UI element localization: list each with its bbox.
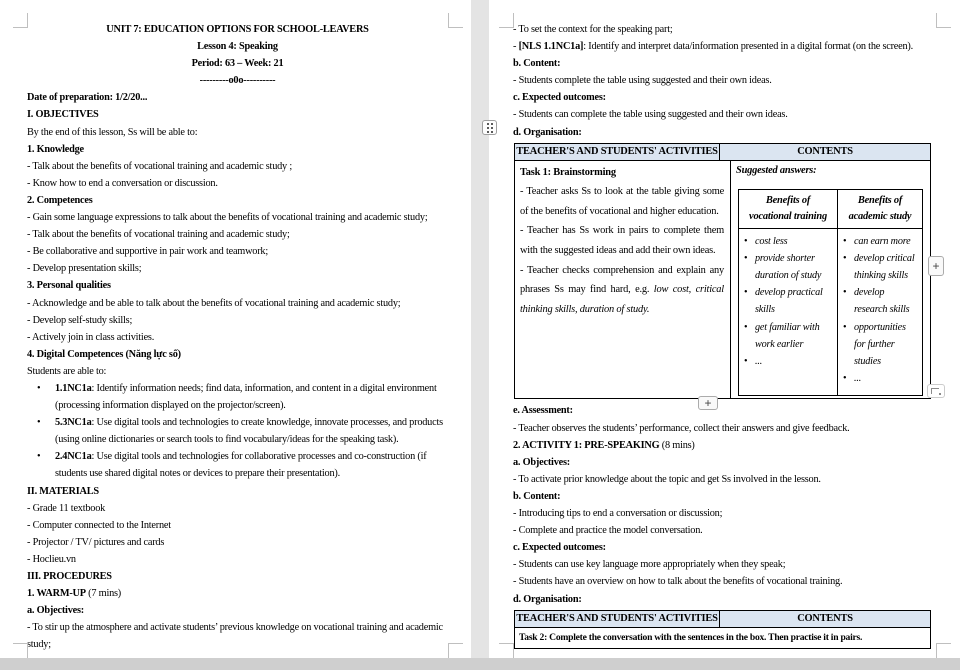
text-run-bold: [NLS 1.1NC1a] xyxy=(518,41,584,53)
competence-bullet-item xyxy=(27,414,448,448)
text-run: - Be collaborative and supportive in pair work and teamwork; xyxy=(27,246,269,258)
text-run-bold: 1. WARM-UP xyxy=(27,588,86,600)
competence-bullet-item xyxy=(27,448,448,482)
section-heading xyxy=(27,141,448,158)
organisation-table-1 xyxy=(514,143,931,400)
text-run-bold: I. OBJECTIVES xyxy=(27,109,99,121)
text-run: Students are able to: xyxy=(27,365,107,377)
section-heading xyxy=(27,346,448,363)
paragraph-line xyxy=(27,619,448,653)
text-run-bold: d. Organisation: xyxy=(513,126,582,138)
table-header-row xyxy=(515,611,930,628)
section-heading xyxy=(513,437,937,454)
text-run: (8 mins) xyxy=(659,439,695,451)
paragraph-line xyxy=(27,534,448,551)
text-run-bold: 4. Digital Competences (Năng lực số) xyxy=(27,348,181,360)
text-run: - Gain some language expressions to talk about the benefits of vocational training and academic study; xyxy=(27,212,428,224)
paragraph-line xyxy=(27,226,448,243)
table-resize-handle[interactable] xyxy=(927,384,945,398)
text-run: - Computer connected to the Internet xyxy=(27,519,171,531)
text-run-bold: e. Assessment: xyxy=(513,405,573,417)
section-heading xyxy=(27,568,448,585)
paragraph-line xyxy=(27,312,448,329)
margin-corner-mark xyxy=(936,643,951,658)
text-run: - Actively join in class activities. xyxy=(27,331,155,343)
text-run: : Identify information needs; find data, information, and content in a digital environment (processing information displayed on the projector/screen). xyxy=(55,382,437,412)
list-item: • ... xyxy=(842,370,919,387)
section-heading xyxy=(513,55,937,72)
lesson-title: Lesson 4: Speaking xyxy=(197,41,278,53)
text-run: (7 mins) xyxy=(85,588,122,600)
list-item: • ... xyxy=(743,353,834,370)
resize-dot-icon xyxy=(939,393,941,395)
text-run: - To set the context for the speaking part; xyxy=(513,24,673,35)
text-run: - To stir up the atmosphere and activate students’ previous knowledge on vocational training and academic study; xyxy=(27,622,443,651)
section-heading xyxy=(27,106,448,123)
paragraph-line xyxy=(513,505,937,522)
benefits-body-row xyxy=(739,229,922,396)
text-run-italic: low cost, critical thinking skills, duration of study. xyxy=(520,284,724,315)
paragraph-line xyxy=(513,522,937,539)
document-page-right xyxy=(489,0,960,658)
list-item: • can earn more xyxy=(842,233,919,250)
text-run: - Acknowledge and be able to talk about the benefits of vocational training and academic study; xyxy=(27,297,401,309)
paragraph-line xyxy=(513,106,937,123)
section-heading xyxy=(513,539,937,556)
insert-column-button[interactable] xyxy=(928,256,944,276)
margin-corner-mark xyxy=(448,13,463,28)
text-run: - Teacher checks comprehension and explain any phrases Ss may find hard, e.g. xyxy=(520,264,724,296)
section-heading xyxy=(27,602,448,619)
paragraph-line xyxy=(27,295,448,312)
text-run-bold: 5.3NC1a xyxy=(55,417,92,429)
list-item: • develop practical skills xyxy=(743,284,834,318)
column-header-activities: TEACHER'S AND STUDENTS' ACTIVITIES xyxy=(515,144,720,160)
text-run: - Know how to end a conversation or discussion. xyxy=(27,177,218,189)
column-header-activities: TEACHER'S AND STUDENTS' ACTIVITIES xyxy=(515,611,720,627)
text-run-bold: b. Content: xyxy=(513,58,561,70)
text-run: - xyxy=(513,41,519,53)
text-run: - Introducing tips to end a conversation or discussion; xyxy=(513,508,723,520)
table-header-row xyxy=(515,144,930,161)
paragraph-line xyxy=(513,471,937,488)
text-run-bold: Date of preparation: 1/2/20... xyxy=(27,92,148,104)
section-heading xyxy=(27,585,448,602)
activities-cell xyxy=(515,161,731,399)
text-run-bold: 2.4NC1a xyxy=(55,451,92,463)
text-run: - Develop presentation skills; xyxy=(27,263,142,275)
text-run: - Hoclieu.vn xyxy=(27,553,76,565)
paragraph-line xyxy=(27,260,448,277)
section-heading xyxy=(27,192,448,209)
text-run: - Grade 11 textbook xyxy=(27,502,106,514)
competence-bullet-item xyxy=(27,380,448,414)
section-heading xyxy=(513,89,937,106)
left-page-content xyxy=(27,21,448,653)
text-run-bold: 1.1NC1a xyxy=(55,382,92,394)
right-page-content xyxy=(513,21,940,649)
section-heading xyxy=(513,402,937,419)
list-item: • provide shorter duration of study xyxy=(743,250,834,284)
resize-corner-icon xyxy=(931,388,939,394)
paragraph-line xyxy=(27,363,448,380)
paragraph-line xyxy=(27,329,448,346)
text-run: - Students complete the table using suggested and their own ideas. xyxy=(513,75,772,87)
heading-separator: ---------o0o---------- xyxy=(199,75,276,87)
list-item: • develop critical thinking skills xyxy=(842,250,919,284)
text-run: : Use digital tools and technologies to create knowledge, innovate processes, and products (using online dictionaries or search tools to find vocabulary/ideas for the speaking task). xyxy=(55,417,443,446)
text-run: - Complete and practice the model conversation. xyxy=(513,525,703,537)
benefits-table xyxy=(738,189,923,397)
benefits-vocational-header: Benefits of vocational training xyxy=(739,190,838,228)
text-run: : Identify and interpret data/information presented in a digital format (on the screen). xyxy=(583,41,913,53)
paragraph-line xyxy=(513,21,937,38)
text-run-bold: a. Objectives: xyxy=(513,456,570,468)
list-item: • cost less xyxy=(743,233,834,250)
text-run: - Talk about the benefits of vocational training and academic study; xyxy=(27,229,290,241)
margin-corner-mark xyxy=(499,13,514,28)
plus-icon: + xyxy=(704,396,712,410)
text-run-bold: c. Expected outcomes: xyxy=(513,542,606,554)
paragraph-line xyxy=(27,500,448,517)
paragraph-line xyxy=(513,573,937,590)
list-item: • opportunities for further studies xyxy=(842,319,919,371)
window-bottom-strip xyxy=(0,658,960,670)
benefits-header-row xyxy=(739,190,922,229)
text-run-bold: 2. Competences xyxy=(27,194,93,206)
text-run-bold: d. Organisation: xyxy=(513,593,582,605)
task2-row: Task 2: Complete the conversation with the sentences in the box. Then practise it in pairs. xyxy=(519,631,863,643)
text-run: - Develop self-study skills; xyxy=(27,314,133,326)
paragraph-line xyxy=(27,158,448,175)
margin-corner-mark xyxy=(13,13,28,28)
paragraph-line xyxy=(27,551,448,568)
text-run: - Students can complete the table using suggested and their own ideas. xyxy=(513,109,788,121)
paragraph-line: - Teacher has Ss work in pairs to complete them with the suggested ideas and add their own ideas. xyxy=(520,225,724,257)
margin-corner-mark xyxy=(448,643,463,658)
paragraph-line xyxy=(27,209,448,226)
task-title: Task 1: Brainstorming xyxy=(520,166,616,178)
column-header-contents: CONTENTS xyxy=(720,144,930,160)
list-item: • develop research skills xyxy=(842,284,919,318)
text-run-bold: b. Content: xyxy=(513,490,561,502)
organisation-table-2 xyxy=(514,610,931,649)
text-run-bold: III. PROCEDURES xyxy=(27,571,112,582)
text-run: - Students have an overview on how to talk about the benefits of vocational training. xyxy=(513,576,843,588)
paragraph-line xyxy=(520,261,724,320)
drag-dots-icon xyxy=(487,123,489,125)
section-heading xyxy=(513,454,937,471)
section-heading xyxy=(513,124,937,141)
period-week: Period: 63 – Week: 21 xyxy=(191,58,284,70)
date-of-preparation xyxy=(27,89,448,106)
text-run-bold: a. Objectives: xyxy=(27,605,84,617)
text-run-bold: c. Expected outcomes: xyxy=(513,92,606,104)
text-run: - Teacher observes the students’ performance, collect their answers and give feedback. xyxy=(513,422,850,434)
section-heading xyxy=(27,483,448,500)
contents-cell xyxy=(731,161,930,399)
text-run-bold: 2. ACTIVITY 1: PRE-SPEAKING xyxy=(513,439,660,451)
benefits-academic-cell xyxy=(838,229,922,396)
margin-corner-mark xyxy=(13,643,28,658)
text-run: - To activate prior knowledge about the topic and get Ss involved in the lesson. xyxy=(513,473,821,485)
paragraph-line xyxy=(27,243,448,260)
table-move-handle-icon[interactable] xyxy=(482,120,497,135)
suggested-answers-label: Suggested answers: xyxy=(736,164,817,176)
paragraph-line xyxy=(513,420,937,437)
benefits-academic-header: Benefits of academic study xyxy=(848,194,912,222)
unit-title: UNIT 7: EDUCATION OPTIONS FOR SCHOOL-LEAVERS xyxy=(106,24,369,35)
column-header-contents: CONTENTS xyxy=(720,611,930,627)
paragraph-line xyxy=(27,517,448,534)
section-heading xyxy=(513,591,937,608)
insert-row-button[interactable] xyxy=(698,396,718,410)
text-run-bold: 3. Personal qualities xyxy=(27,280,111,292)
list-item: • get familiar with work earlier xyxy=(743,319,834,353)
text-run: : Use digital tools and technologies for collaborative processes and co-construction (if students use shared digital notes or devices to prepare their presentation). xyxy=(55,451,427,480)
paragraph-line xyxy=(513,38,937,55)
text-run: By the end of this lesson, Ss will be able to: xyxy=(27,126,198,138)
text-run: - Talk about the benefits of vocational training and academic study ; xyxy=(27,160,292,172)
section-heading xyxy=(27,277,448,294)
plus-icon: + xyxy=(932,259,940,273)
section-heading xyxy=(513,488,937,505)
paragraph-line xyxy=(27,175,448,192)
text-run: - Projector / TV/ pictures and cards xyxy=(27,536,165,548)
text-run-bold: 1. Knowledge xyxy=(27,143,84,155)
document-page-left xyxy=(0,0,471,658)
paragraph-line: - Teacher asks Ss to look at the table giving some of the benefits of vocational and higher education. xyxy=(520,186,724,217)
paragraph-line xyxy=(27,124,448,141)
text-run-bold: II. MATERIALS xyxy=(27,485,99,497)
benefits-vocational-cell xyxy=(739,229,838,396)
paragraph-line xyxy=(513,72,937,89)
margin-corner-mark xyxy=(936,13,951,28)
text-run: - Students can use key language more appropriately when they speak; xyxy=(513,559,786,571)
table-body-row xyxy=(515,161,930,399)
paragraph-line xyxy=(513,556,937,573)
margin-corner-mark xyxy=(499,643,514,658)
